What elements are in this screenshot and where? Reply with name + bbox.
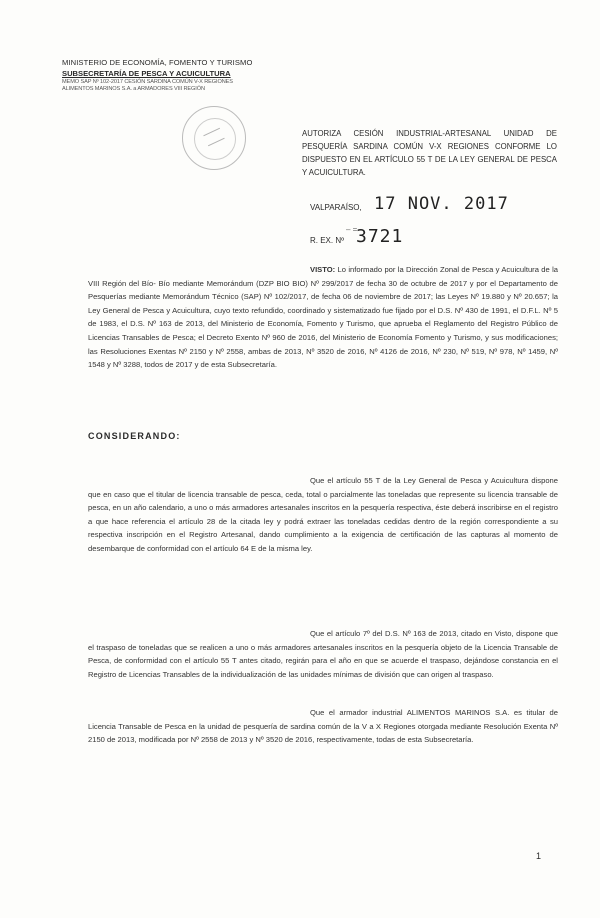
resolution-date: 17 NOV. 2017 [374, 194, 509, 214]
page-number: 1 [536, 851, 542, 861]
considerando-heading: CONSIDERANDO: [88, 431, 181, 441]
considerando-paragraph-2: Que el artículo 7º del D.S. Nº 163 de 2013, citado en Visto, dispone que el traspaso de toneladas que se realicen a uno o más armadores artesanales inscritos en la pesquería objeto de la Licencia Transable de Pesca, de conformidad con el artículo 55 T antes citado, regirán para el año en que se acuerde el traspaso, dejándose constancia en el Registro de Licencias Transables de la individualización de las unidades mínimas de división que can origen al traspaso. [88, 629, 558, 679]
visto-label: VISTO: [310, 265, 336, 274]
rex-label: R. EX. Nº [310, 236, 345, 245]
considerando-paragraph-1: Que el artículo 55 T de la Ley General de Pesca y Acuicultura dispone que en caso que el titular de licencia transable de pesca, ceda, total o parcialmente las toneladas que represente su licencia transable de pesca, en un año calendario, a uno o más armadores artesanales inscritos en la pesquería respectiva, éste deberá inscribirse en el registro a que hace referencia el artículo 28 de la citada ley y podrá extraer las toneladas cedidas dentro de la región correspondiente a su respectiva inscripción en el Registro Artesanal, dando cumplimiento a la exigencia de certificación de las capturas al momento de desembarque de conformidad con el artículo 64 E de la misma ley. [88, 476, 558, 553]
ministry-name: MINISTERIO DE ECONOMÍA, FOMENTO Y TURISMO [62, 58, 253, 67]
reference-line-1: MEMO SAP Nº 102-2017 CESIÓN SARDINA COMÚN V-X REGIONES [62, 79, 233, 85]
reference-line-2: ALIMENTOS MARINOS S.A. a ARMADORES VIII REGIÓN [62, 86, 205, 92]
place-label: VALPARAÍSO, [310, 203, 362, 212]
subsecretaria-name: SUBSECRETARÍA DE PESCA Y ACUICULTURA [62, 69, 231, 78]
seal-stamp [182, 106, 246, 170]
visto-paragraph [88, 263, 558, 372]
rex-number: 3721 [356, 226, 404, 247]
visto-text: Lo informado por la Dirección Zonal de Pesca y Acuicultura de la VIII Región del Bío- Bío mediante Memorándum (DZP BIO BIO) Nº 299/2017 de fecha 30 de octubre de 2017 y por el Departamento de Pesquerías mediante Memorándum Técnico (SAP) Nº 102/2017, de fecha 06 de noviembre de 2017; las Leyes Nº 19.880 y Nº 20.657; la Ley General de Pesca y Acuicultura, cuyo texto refundido, coordinado y sistematizado fue fijado por el D.S. Nº 430 de 1991, el D.F.L. Nº 5 de 1983, el D.S. Nº 163 de 2013, del Ministerio de Economía, Fomento y Turismo, que aprueba el Reglamento del Registro Público de Licencias Transables de Pesca; el Decreto Exento Nº 960 de 2016, del Ministerio de Economía Fomento y Turismo, y sus modificaciones; las Resoluciones Exentas Nº 2150 y Nº 2558, ambas de 2013, Nº 3520 de 2016, Nº 4126 de 2016, Nº 230, Nº 519, Nº 978, Nº 1459, Nº 1548 y Nº 3288, todos de 2017 y de esta Subsecretaría. [88, 265, 558, 370]
rex-mark: – = [346, 225, 358, 234]
considerando-paragraph-3: Que el armador industrial ALIMENTOS MARINOS S.A. es titular de Licencia Transable de Pesca en la unidad de pesquería de sardina común de la V a X Regiones otorgada mediante Resolución Exenta Nº 2150 de 2013, modificada por Nº 2558 de 2013 y Nº 3520 de 2016, respectivamente, todas de esta Subsecretaría. [88, 708, 558, 745]
letterhead [62, 58, 292, 92]
resolution-title: AUTORIZA CESIÓN INDUSTRIAL-ARTESANAL UNIDAD DE PESQUERÍA SARDINA COMÚN V-X REGIONES CONFORME LO DISPUESTO EN EL ARTÍCULO 55 T DE LA LEY GENERAL DE PESCA Y ACUICULTURA. [302, 129, 557, 177]
